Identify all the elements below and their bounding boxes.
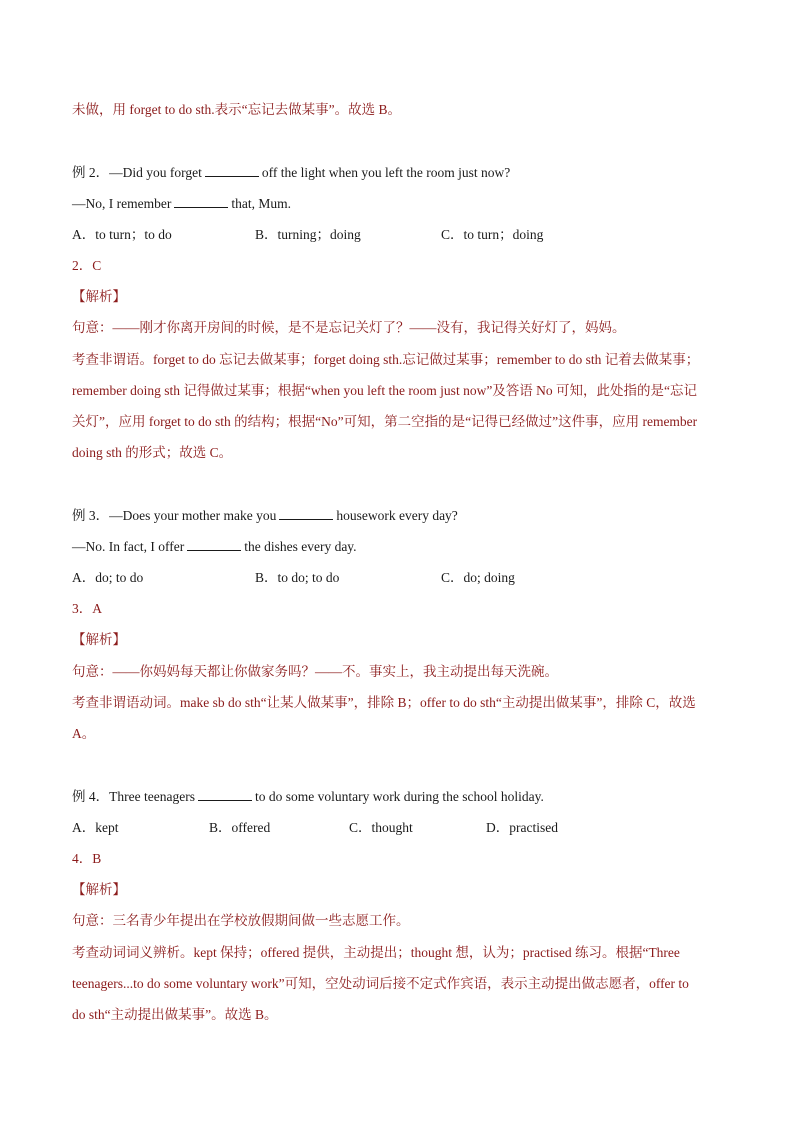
ex4-blank xyxy=(198,788,252,801)
ex4-option-c: C．thought xyxy=(349,820,413,835)
ex2-reply xyxy=(72,194,722,214)
ex3-question-post: housework every day? xyxy=(336,508,458,523)
ex2-analysis-line: remember doing sth 记得做过某事；根据“when you left the room just now”及答语 No 可知，此处指的是“忘记 xyxy=(72,383,698,398)
ex4-analysis-line: teenagers...to do some voluntary work”可知，空处动词后接不定式作宾语，表示主动提出做志愿者，offer to xyxy=(72,976,689,991)
ex3-option-b: B．to do; to do xyxy=(255,570,340,585)
ex4-option-d: D．practised xyxy=(486,820,558,835)
ex2-question-pre: 例 2．—Did you forget xyxy=(72,165,202,180)
ex2-question-post: off the light when you left the room just now? xyxy=(261,165,511,180)
ex4-analysis-line: 句意：三名青少年提出在学校放假期间做一些志愿工作。 xyxy=(72,913,410,928)
ex3-blank-2 xyxy=(187,538,241,551)
ex2-option-b: B．turning；doing xyxy=(255,227,361,242)
ex2-option-c: C．to turn；doing xyxy=(441,227,544,242)
ex3-option-a: A．do; to do xyxy=(72,570,144,585)
ex2-blank-1 xyxy=(205,164,259,177)
ex2-question xyxy=(72,163,722,183)
ex4-answer: 4．B xyxy=(72,851,102,866)
ex3-options xyxy=(72,568,722,588)
ex2-options xyxy=(72,225,722,245)
ex3-blank-1 xyxy=(279,507,333,520)
ex3-reply xyxy=(72,537,722,557)
ex4-options xyxy=(72,818,722,838)
ex2-reply-post: that, Mum. xyxy=(231,196,291,211)
ex3-reply-post: the dishes every day. xyxy=(244,539,357,554)
ex4-option-b: B．offered xyxy=(209,820,271,835)
ex2-reply-pre: —No, I remember xyxy=(72,196,172,211)
ex3-analysis-heading: 【解析】 xyxy=(72,632,126,647)
ex3-option-c: C．do; doing xyxy=(441,570,515,585)
ex2-option-a: A．to turn；to do xyxy=(72,227,172,242)
ex4-analysis-heading: 【解析】 xyxy=(72,882,126,897)
ex2-blank-2 xyxy=(174,195,228,208)
ex4-question-post: to do some voluntary work during the school holiday. xyxy=(254,789,544,804)
ex2-analysis-line: 考查非谓语。forget to do 忘记去做某事；forget doing sth.忘记做过某事；remember to do sth 记着去做某事； xyxy=(72,352,700,367)
ex3-analysis-line: 考查非谓语动词。make sb do sth“让某人做某事”，排除 B；offer to do sth“主动提出做某事”，排除 C，故选 xyxy=(72,695,696,710)
ex4-question-pre: 例 4．Three teenagers xyxy=(72,789,195,804)
ex2-answer: 2．C xyxy=(72,258,102,273)
ex3-analysis-line: 句意：——你妈妈每天都让你做家务吗？——不。事实上，我主动提出每天洗碗。 xyxy=(72,664,558,679)
ex3-question xyxy=(72,506,722,526)
ex2-analysis-line: doing sth 的形式；故选 C。 xyxy=(72,445,233,460)
ex3-answer: 3．A xyxy=(72,601,102,616)
ex3-reply-pre: —No. In fact, I offer xyxy=(72,539,185,554)
ex4-analysis-line: 考查动词词义辨析。kept 保持；offered 提供，主动提出；thought 想，认为；practised 练习。根据“Three xyxy=(72,945,680,960)
ex4-option-a: A．kept xyxy=(72,820,119,835)
ex2-analysis-heading: 【解析】 xyxy=(72,289,126,304)
ex4-question xyxy=(72,787,722,807)
ex3-analysis-line: A。 xyxy=(72,726,96,741)
continuation-text: 未做，用 forget to do sth.表示“忘记去做某事”。故选 B。 xyxy=(72,102,401,117)
ex4-analysis-line: do sth“主动提出做某事”。故选 B。 xyxy=(72,1007,278,1022)
ex2-analysis-line: 关灯”，应用 forget to do sth 的结构；根据“No”可知，第二空指的是“记得已经做过”这件事，应用 remember xyxy=(72,414,698,429)
ex3-question-pre: 例 3．—Does your mother make you xyxy=(72,508,277,523)
ex2-analysis-line: 句意：——刚才你离开房间的时候，是不是忘记关灯了？——没有，我记得关好灯了，妈妈。 xyxy=(72,320,626,335)
